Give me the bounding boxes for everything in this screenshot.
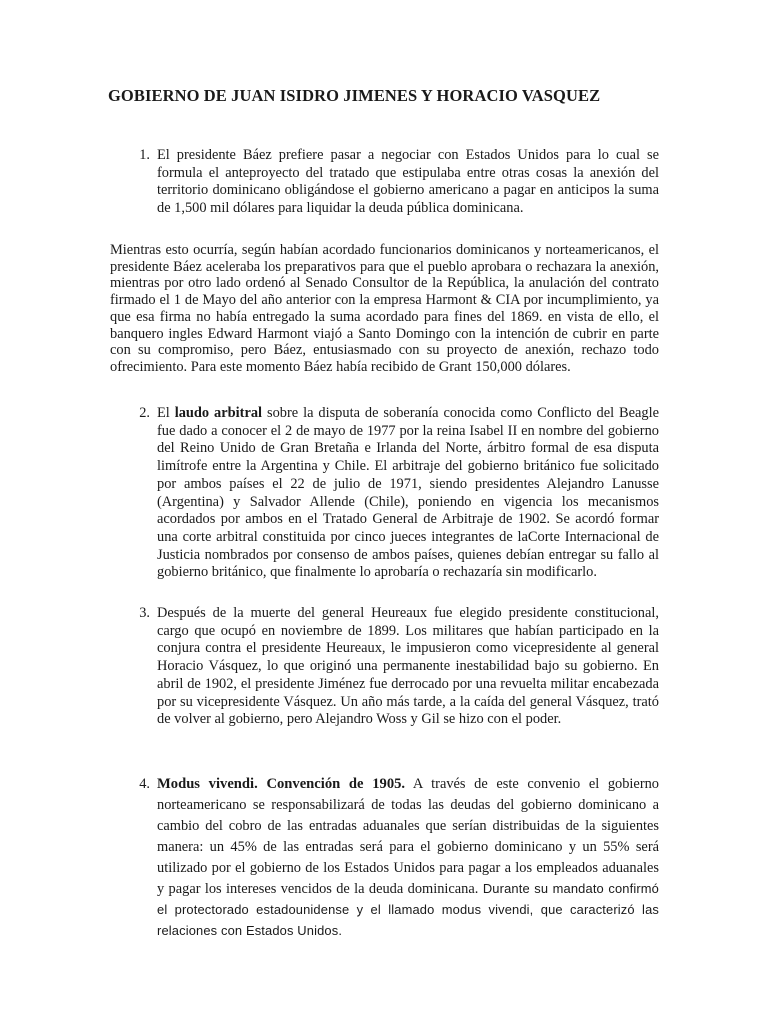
list-item-2 <box>139 405 660 582</box>
list-item-text: A través de este convenio el gobierno norteamericano se responsabilizará de todas las deudas del gobierno dominicano a cambio del cobro de las entradas aduanales que serían distribuidas de la siguientes manera: un 45% de las entradas será para el gobierno dominicano y un 55% será utilizado por el gobierno de los Estados Unidos para pagar a los empleados aduanales y pagar los intereses vencidos de la deuda dominicana. <box>157 776 660 897</box>
list-item-text: El presidente Báez prefiere pasar a negociar con Estados Unidos para lo cual se formula el anteproyecto del tratado que estipulaba entre otras cosas la anexión del territorio dominicano obligándose el gobierno americano a pagar en anticipos la suma de 1,500 mil dólares para liquidar la deuda pública dominicana. <box>157 147 659 217</box>
list-number: 1. <box>139 147 150 163</box>
list-item-1 <box>139 147 659 218</box>
list-number: 4. <box>139 776 150 792</box>
document-title: GOBIERNO DE JUAN ISIDRO JIMENES Y HORACIO VASQUEZ <box>108 86 601 105</box>
bold-heading: Modus vivendi. Convención de 1905. <box>157 776 406 792</box>
body-paragraph: Mientras esto ocurría, según habían acordado funcionarios dominicanos y norteamericanos, el presidente Báez aceleraba los preparativos para que el pueblo aprobara o rechazara la anexión, mientras por otro lado ordenó al Senado Consultor de la República, la anulación del contrato firmado el 1 de Mayo del año anterior con la empresa Harmont & CIA por incumplimiento, ya que esa firma no había entregado la suma acordado para fines del 1869. en vista de ello, el banquero ingles Edward Harmont viajó a Santo Domingo con la intención de cubrir en parte con su compromiso, pero Báez, entusiasmado con su proyecto de anexión, rechazo todo ofrecimiento. Para este momento Báez había recibido de Grant 150,000 dólares. <box>110 242 659 375</box>
list-number: 2. <box>139 405 150 421</box>
list-item-3 <box>139 605 659 729</box>
list-item-text-lead: El <box>157 405 175 421</box>
list-item-text: Después de la muerte del general Heureaux fue elegido presidente constitucional, cargo que ocupó en noviembre de 1899. Los militares que habían participado en la conjura contra el presidente Heureaux, le impusieron como vicepresidente al general Horacio Vásquez, lo que originó una permanente inestabilidad bajo su gobierno. En abril de 1902, el presidente Jiménez fue derrocado por una revuelta militar encabezada por su vicepresidente Vásquez. Un año más tarde, a la caída del general Vásquez, trató de volver al gobierno, pero Alejandro Woss y Gil se hizo con el poder. <box>157 605 659 728</box>
list-item-4 <box>139 774 660 942</box>
list-number: 3. <box>139 605 150 621</box>
list-item-tail-text: Durante su mandato confirmó el protectorado estadounidense y el llamado modus vivendi, que caracterizó las relaciones con Estados Unidos. <box>157 881 659 938</box>
bold-term: laudo arbitral <box>174 405 263 421</box>
list-item-text: sobre la disputa de soberanía conocida como Conflicto del Beagle fue dado a conocer el 2 de mayo de 1977 por la reina Isabel II en nombre del gobierno del Reino Unido de Gran Bretaña e Irlanda del Norte, árbitro formal de esa disputa limítrofe entre la Argentina y Chile. El arbitraje del gobierno británico fue solicitado por ambos países el 22 de julio de 1971, siendo presidentes Alejandro Lanusse (Argentina) y Salvador Allende (Chile), poniendo en vigencia los mecanismos acordados por ambos en el Tratado General de Arbitraje de 1902. Se acordó formar una corte arbitral constituida por cinco jueces integrantes de laCorte Internacional de Justicia nombrados por consenso de ambos países, quienes debían entregar su fallo al gobierno británico, que finalmente lo aprobaría o rechazaría sin modificarlo. <box>157 405 660 581</box>
